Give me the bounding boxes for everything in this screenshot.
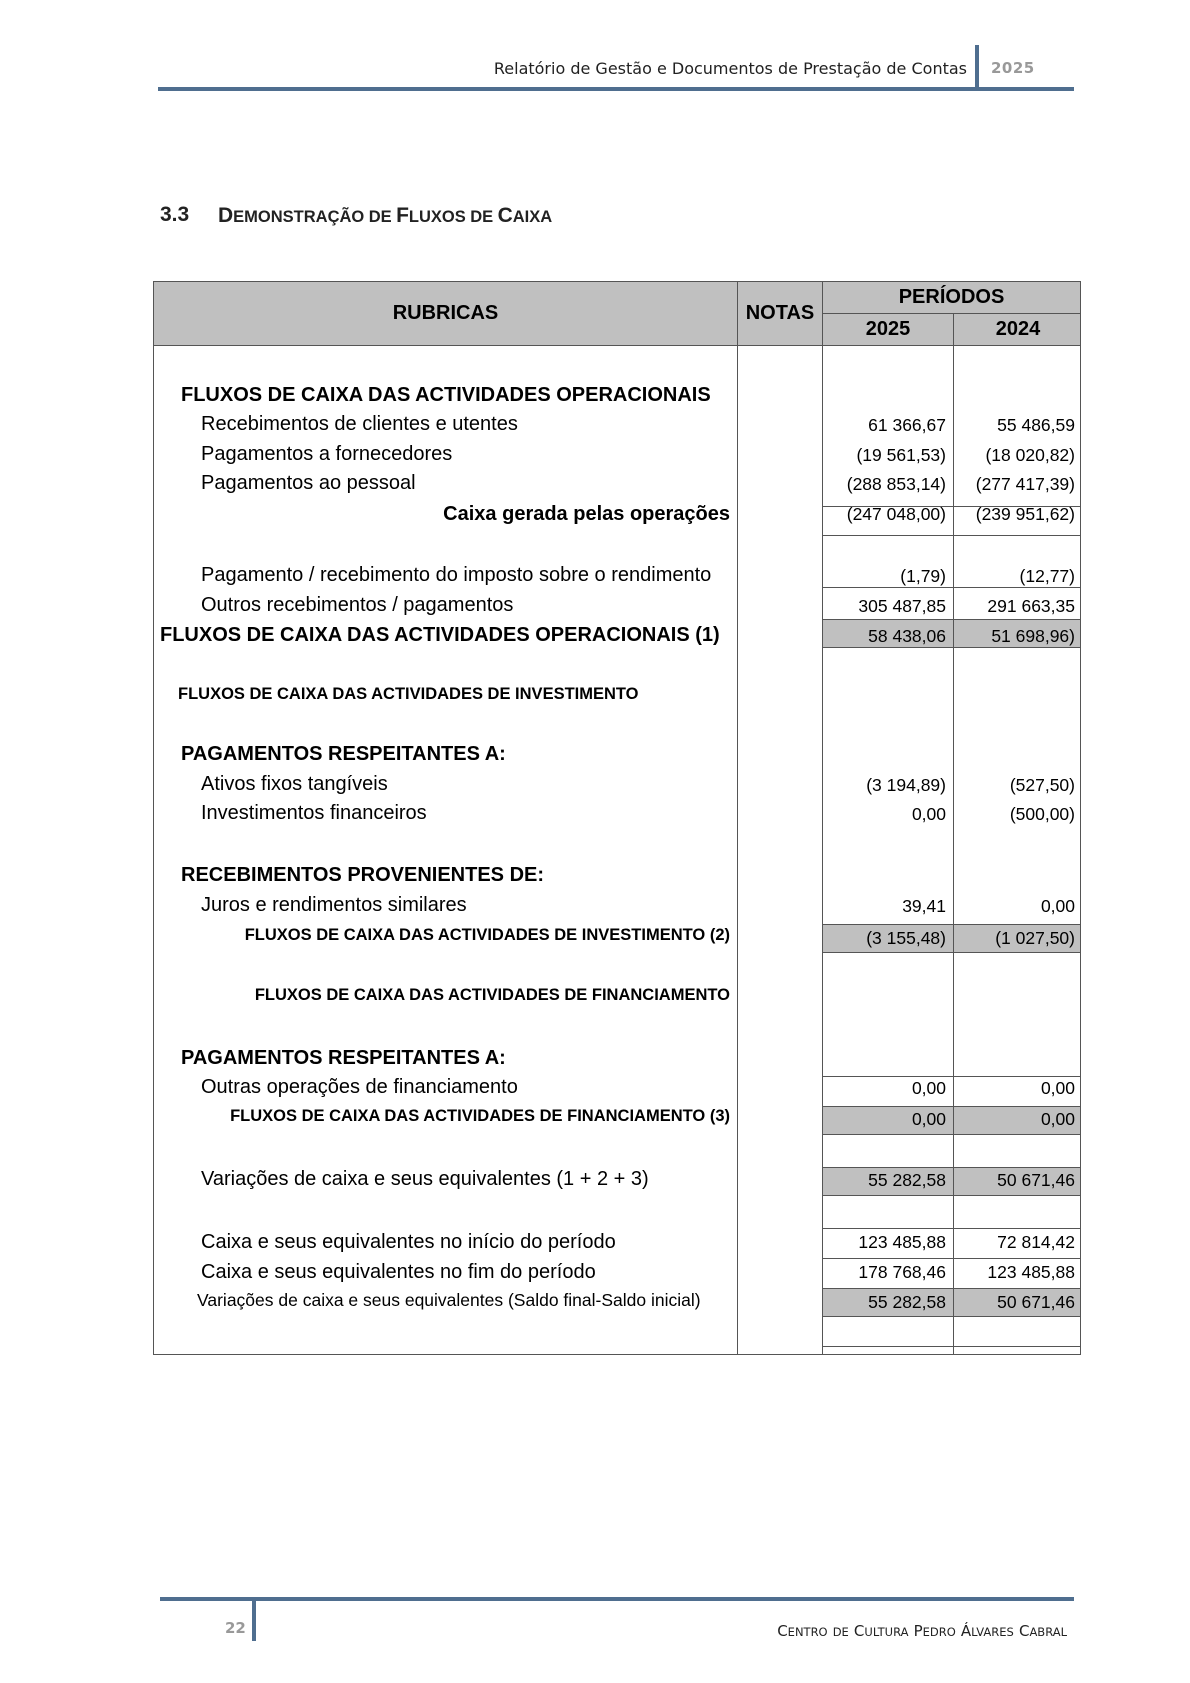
value-2025: 55 282,58 — [868, 1170, 946, 1190]
section-number: 3.3 — [160, 203, 190, 226]
header-divider — [975, 45, 979, 90]
row-label: Caixa e seus equivalentes no fim do período — [201, 1261, 596, 1283]
value-2025: 0,00 — [911, 804, 946, 824]
row-label: FLUXOS DE CAIXA DAS ACTIVIDADES OPERACIONAIS — [181, 384, 711, 406]
value-2024: 72 814,42 — [997, 1232, 1075, 1252]
row-label: Caixa e seus equivalentes no início do período — [201, 1231, 616, 1253]
row-label: Outras operações de financiamento — [201, 1076, 518, 1098]
column-divider — [822, 282, 823, 1354]
row-label: Ativos fixos tangíveis — [201, 773, 388, 795]
header-notas: NOTAS — [745, 302, 815, 324]
footer-divider — [252, 1600, 256, 1641]
cell-rule — [823, 1228, 1080, 1229]
row-label: Investimentos financeiros — [201, 802, 427, 824]
value-2024: (1 027,50) — [995, 928, 1075, 948]
row-label: FLUXOS DE CAIXA DAS ACTIVIDADES DE FINANCIAMENTO — [254, 986, 730, 1004]
value-2025: 178 768,46 — [858, 1262, 946, 1282]
row-label: Caixa gerada pelas operações — [443, 503, 730, 525]
value-2024: 0,00 — [1040, 1109, 1075, 1129]
column-divider — [953, 313, 954, 1354]
cell-rule — [823, 1076, 1080, 1077]
value-2024: (277 417,39) — [975, 474, 1075, 494]
header-periodos: PERÍODOS — [823, 282, 1080, 314]
value-2024: 50 671,46 — [997, 1170, 1075, 1190]
value-2024: 291 663,35 — [987, 596, 1075, 616]
cell-rule — [823, 587, 1080, 588]
row-label: FLUXOS DE CAIXA DAS ACTIVIDADES DE INVESTIMENTO — [178, 685, 639, 703]
header-year: 2025 — [991, 59, 1035, 77]
cell-rule — [823, 1346, 1080, 1347]
section-title: DEMONSTRAÇÃO DE FLUXOS DE CAIXA — [218, 204, 553, 227]
value-2024: 0,00 — [1040, 896, 1075, 916]
value-2024: 51 698,96) — [991, 626, 1075, 646]
value-2024: (500,00) — [1009, 804, 1075, 824]
header-year-2024: 2024 — [995, 318, 1041, 340]
value-2025: 39,41 — [902, 896, 946, 916]
row-label: Outros recebimentos / pagamentos — [201, 594, 514, 616]
value-2025: 55 282,58 — [868, 1292, 946, 1312]
value-2025: (19 561,53) — [856, 445, 946, 465]
footer-rule — [160, 1597, 1074, 1601]
value-2025: 0,00 — [911, 1109, 946, 1129]
cell-rule — [823, 1258, 1080, 1259]
row-label: Pagamentos ao pessoal — [201, 472, 416, 494]
value-2024: 123 485,88 — [987, 1262, 1075, 1282]
value-2024: (12,77) — [1019, 566, 1075, 586]
value-2025: 61 366,67 — [868, 415, 946, 435]
value-2024: 50 671,46 — [997, 1292, 1075, 1312]
value-2025: (3 155,48) — [866, 928, 946, 948]
value-2024: (18 020,82) — [985, 445, 1075, 465]
value-2025: (1,79) — [900, 566, 946, 586]
row-label: Pagamento / recebimento do imposto sobre o rendimento — [201, 564, 712, 586]
value-2024: 0,00 — [1040, 1078, 1075, 1098]
row-label: FLUXOS DE CAIXA DAS ACTIVIDADES OPERACIONAIS (1) — [160, 624, 720, 646]
value-2025: (247 048,00) — [846, 504, 946, 524]
row-label: FLUXOS DE CAIXA DAS ACTIVIDADES DE INVESTIMENTO (2) — [244, 926, 730, 944]
cash-flow-table — [153, 281, 1081, 1355]
header-rule — [158, 87, 1074, 91]
cell-rule — [823, 535, 1080, 536]
value-2025: 58 438,06 — [868, 626, 946, 646]
value-2024: 55 486,59 — [997, 415, 1075, 435]
header-rubricas: RUBRICAS — [392, 302, 499, 324]
row-label: Recebimentos de clientes e utentes — [201, 413, 518, 435]
row-label: PAGAMENTOS RESPEITANTES A: — [181, 743, 506, 765]
row-label: PAGAMENTOS RESPEITANTES A: — [181, 1047, 506, 1069]
row-label: Juros e rendimentos similares — [201, 894, 467, 916]
page-number: 22 — [225, 1619, 246, 1637]
header-title: Relatório de Gestão e Documentos de Prestação de Contas — [493, 59, 967, 78]
value-2024: (239 951,62) — [975, 504, 1075, 524]
value-2025: 123 485,88 — [858, 1232, 946, 1252]
row-label: FLUXOS DE CAIXA DAS ACTIVIDADES DE FINANCIAMENTO (3) — [230, 1107, 730, 1125]
value-2025: 0,00 — [911, 1078, 946, 1098]
row-label: Pagamentos a fornecedores — [201, 443, 453, 465]
footer-organization: CENTRO DE CULTURA PEDRO ÁLVARES CABRAL — [777, 1622, 1067, 1640]
row-label: Variações de caixa e seus equivalentes (Saldo final-Saldo inicial) — [197, 1290, 701, 1310]
row-label: Variações de caixa e seus equivalentes (1 + 2 + 3) — [201, 1168, 649, 1190]
column-divider — [737, 282, 738, 1354]
row-label: RECEBIMENTOS PROVENIENTES DE: — [181, 864, 545, 886]
header-year-2025: 2025 — [865, 318, 911, 340]
value-2025: 305 487,85 — [858, 596, 946, 616]
value-2025: (288 853,14) — [846, 474, 946, 494]
value-2024: (527,50) — [1009, 775, 1075, 795]
value-2025: (3 194,89) — [866, 775, 946, 795]
